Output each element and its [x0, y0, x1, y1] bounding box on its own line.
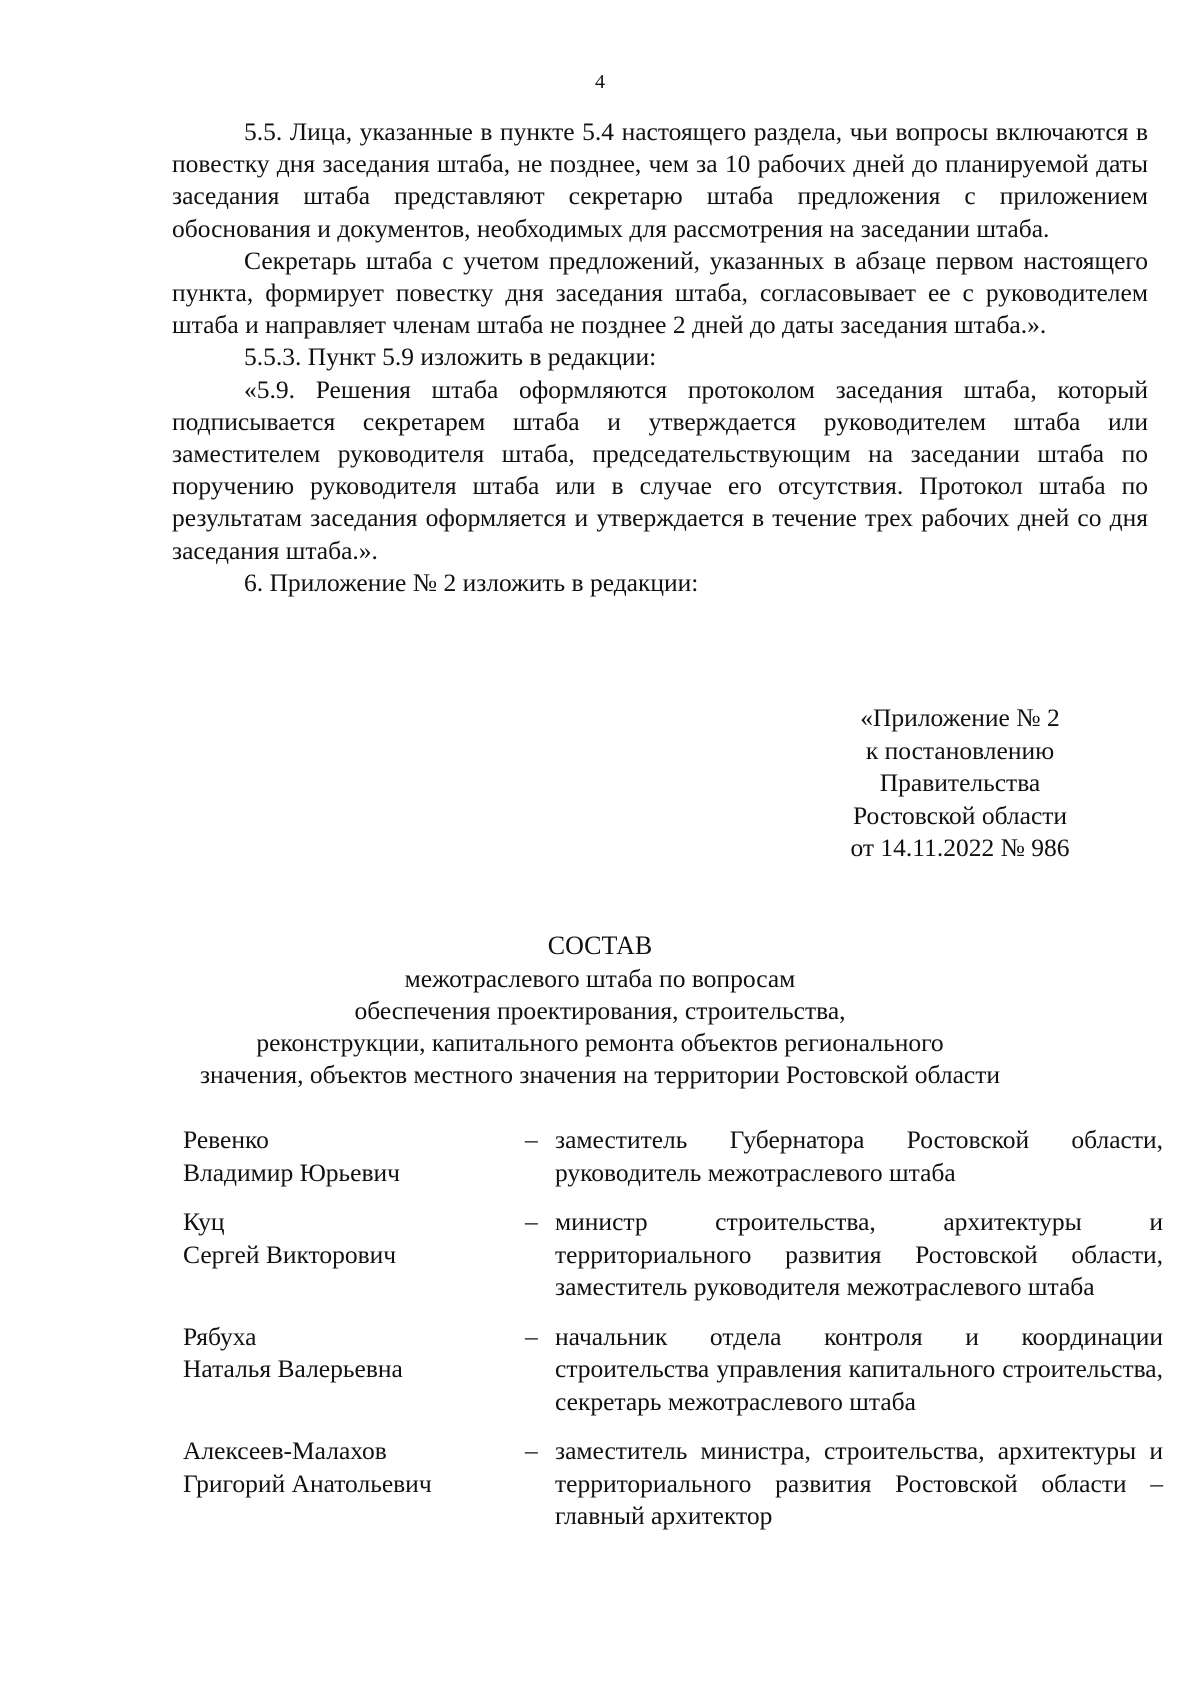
- member-role: заместитель министра, строительства, архитектуры и территориального развития Ростовской области – главный архитектор: [555, 1436, 1163, 1530]
- paragraph-5-9: «5.9. Решения штаба оформляются протоколом заседания штаба, который подписывается секретарем штаба и утверждается руководителем штаба или заместителем руководителя штаба, председательствующим на заседании штаба по поручению руководителя штаба или в случае его отсутствия. Протокол штаба по результатам заседания оформляется и утверждается в течение трех рабочих дней со дня заседания штаба.».: [172, 374, 1148, 565]
- member-dash: –: [525, 1125, 538, 1154]
- body-text: [172, 116, 1148, 599]
- member-given-names: Наталья Валерьевна: [183, 1354, 403, 1383]
- member-dash: –: [525, 1321, 538, 1351]
- member-name: [183, 1321, 525, 1386]
- heading-title: СОСТАВ: [547, 931, 653, 960]
- member-surname: Рябуха: [183, 1321, 257, 1351]
- appendix-line: от 14.11.2022 № 986: [850, 833, 1070, 862]
- member-row: [183, 1435, 1163, 1533]
- heading-line: значения, объектов местного значения на территории Ростовской области: [199, 1060, 1001, 1089]
- member-surname: Ревенко: [183, 1125, 269, 1154]
- appendix-reference: [820, 702, 1100, 865]
- member-surname: Куц: [183, 1207, 225, 1236]
- member-role: начальник отдела контроля и координации строительства управления капитального строительства, секретарь межотраслевого штаба: [555, 1321, 1163, 1416]
- members-list: [183, 1124, 1163, 1550]
- composition-heading: [0, 930, 1200, 1091]
- heading-line: межотраслевого штаба по вопросам: [404, 964, 796, 993]
- paragraph-6: 6. Приложение № 2 изложить в редакции:: [244, 567, 699, 597]
- appendix-line: Ростовской области: [852, 800, 1068, 830]
- member-given-names: Григорий Анатольевич: [183, 1468, 432, 1498]
- member-role: заместитель Губернатора Ростовской области, руководитель межотраслевого штаба: [555, 1125, 1163, 1187]
- paragraph-secretary: Секретарь штаба с учетом предложений, указанных в абзаце первом настоящего пункта, формирует повестку дня заседания штаба, согласовывает ее с руководителем штаба и направляет членам штаба не позднее 2 дней до даты заседания штаба.».: [172, 245, 1148, 340]
- member-dash: –: [525, 1207, 538, 1236]
- member-given-names: Сергей Викторович: [183, 1239, 397, 1269]
- page-number: 4: [595, 71, 605, 93]
- appendix-line: Правительства: [879, 768, 1041, 797]
- member-surname: Алексеев-Малахов: [183, 1436, 387, 1465]
- member-name: [183, 1124, 525, 1189]
- appendix-line: «Приложение № 2: [860, 703, 1060, 732]
- heading-line: реконструкции, капитального ремонта объектов регионального: [256, 1028, 944, 1057]
- member-dash: –: [525, 1436, 538, 1465]
- paragraph-5-5-3: 5.5.3. Пункт 5.9 изложить в редакции:: [244, 342, 657, 372]
- member-row: [183, 1321, 1163, 1419]
- member-name: [183, 1206, 525, 1271]
- heading-line: обеспечения проектирования, строительства,: [354, 996, 846, 1025]
- member-given-names: Владимир Юрьевич: [183, 1157, 400, 1187]
- member-role: министр строительства, архитектуры и территориального развития Ростовской области, заместитель руководителя межотраслевого штаба: [555, 1207, 1163, 1301]
- member-row: [183, 1124, 1163, 1189]
- member-row: [183, 1206, 1163, 1304]
- appendix-line: к постановлению: [865, 735, 1055, 765]
- member-name: [183, 1435, 525, 1500]
- paragraph-5-5: 5.5. Лица, указанные в пункте 5.4 настоящего раздела, чьи вопросы включаются в повестку дня заседания штаба, не позднее, чем за 10 рабочих дней до планируемой даты заседания штаба представляют секретарю штаба предложения с приложением обоснования и документов, необходимых для рассмотрения на заседании штаба.: [172, 117, 1148, 243]
